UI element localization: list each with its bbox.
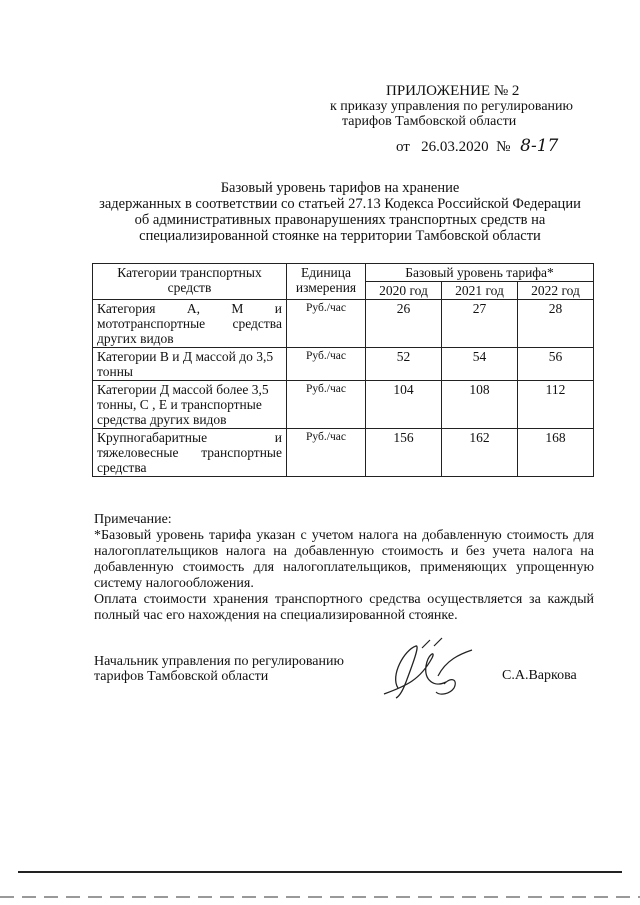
- scan-edge-artifact: [0, 896, 640, 898]
- appendix-header: [330, 84, 620, 129]
- table-row: [93, 300, 594, 348]
- heading-line: специализированной стоянке на территории Тамбовской области: [139, 228, 541, 244]
- table-row: [93, 429, 594, 477]
- row-value-2020: 52: [366, 348, 442, 381]
- signer-position: [94, 654, 344, 684]
- header-unit: Единица измерения: [287, 264, 366, 300]
- row-category: Крупногабаритные и тяжеловесные транспортные средства: [93, 429, 287, 477]
- row-value-2021: 162: [442, 429, 518, 477]
- signer-position-line: Начальник управления по регулированию: [94, 654, 344, 669]
- row-value-2020: 26: [366, 300, 442, 348]
- appendix-order-ref: к приказу управления по регулированию: [330, 99, 573, 114]
- order-prefix: от: [396, 139, 410, 155]
- signer-name: С.А.Варкова: [502, 668, 577, 683]
- row-value-2022: 56: [518, 348, 594, 381]
- table-row: [93, 348, 594, 381]
- row-unit: Руб./час: [287, 429, 366, 477]
- note-payment-text: Оплата стоимости хранения транспортного средства осуществляется за каждый полный час его нахождения на специализированной стоянке.: [94, 592, 594, 623]
- note-vat-text: *Базовый уровень тарифа указан с учетом налога на добавленную стоимость для налогоплательщиков налога на добавленную стоимость и без учета налога на добавленную стоимость для налогоплательщиков, применяющих упрощенную систему налогообложения.: [94, 528, 594, 591]
- row-category: Категории Д массой более 3,5 тонны, С , Е и транспортные средства других видов: [93, 381, 287, 429]
- row-value-2021: 27: [442, 300, 518, 348]
- row-value-2021: 108: [442, 381, 518, 429]
- header-base-level: Базовый уровень тарифа*: [366, 264, 594, 282]
- row-category: Категория А, М и мототранспортные средства других видов: [93, 300, 287, 348]
- row-unit: Руб./час: [287, 300, 366, 348]
- heading-line: задержанных в соответствии со статьей 27.13 Кодекса Российской Федерации: [99, 196, 581, 212]
- row-value-2020: 104: [366, 381, 442, 429]
- row-value-2020: 156: [366, 429, 442, 477]
- order-number: 8-17: [520, 136, 559, 156]
- table-row: [93, 381, 594, 429]
- tariff-table: [92, 263, 594, 477]
- order-date-line: [396, 136, 558, 156]
- order-number-label: №: [496, 139, 511, 155]
- row-value-2022: 168: [518, 429, 594, 477]
- row-value-2022: 112: [518, 381, 594, 429]
- document-heading: [80, 180, 600, 244]
- order-date: 26.03.2020: [421, 139, 489, 155]
- row-value-2022: 28: [518, 300, 594, 348]
- note-label: Примечание:: [94, 512, 172, 527]
- heading-line: Базовый уровень тарифов на хранение: [220, 180, 460, 196]
- header-category: Категории транспортных средств: [93, 264, 287, 300]
- note-section: [94, 512, 594, 624]
- header-year-2022: 2022 год: [518, 282, 594, 300]
- header-year-2021: 2021 год: [442, 282, 518, 300]
- signer-position-line: тарифов Тамбовской области: [94, 669, 269, 684]
- header-year-2020: 2020 год: [366, 282, 442, 300]
- appendix-authority: тарифов Тамбовской области: [342, 114, 517, 129]
- row-unit: Руб./час: [287, 348, 366, 381]
- row-category: Категории В и Д массой до 3,5 тонны: [93, 348, 287, 381]
- heading-line: об административных правонарушениях транспортных средств на: [134, 212, 546, 228]
- bottom-divider: [18, 871, 622, 873]
- handwritten-signature: [376, 636, 486, 706]
- appendix-title: ПРИЛОЖЕНИЕ № 2: [386, 83, 520, 99]
- row-value-2021: 54: [442, 348, 518, 381]
- row-unit: Руб./час: [287, 381, 366, 429]
